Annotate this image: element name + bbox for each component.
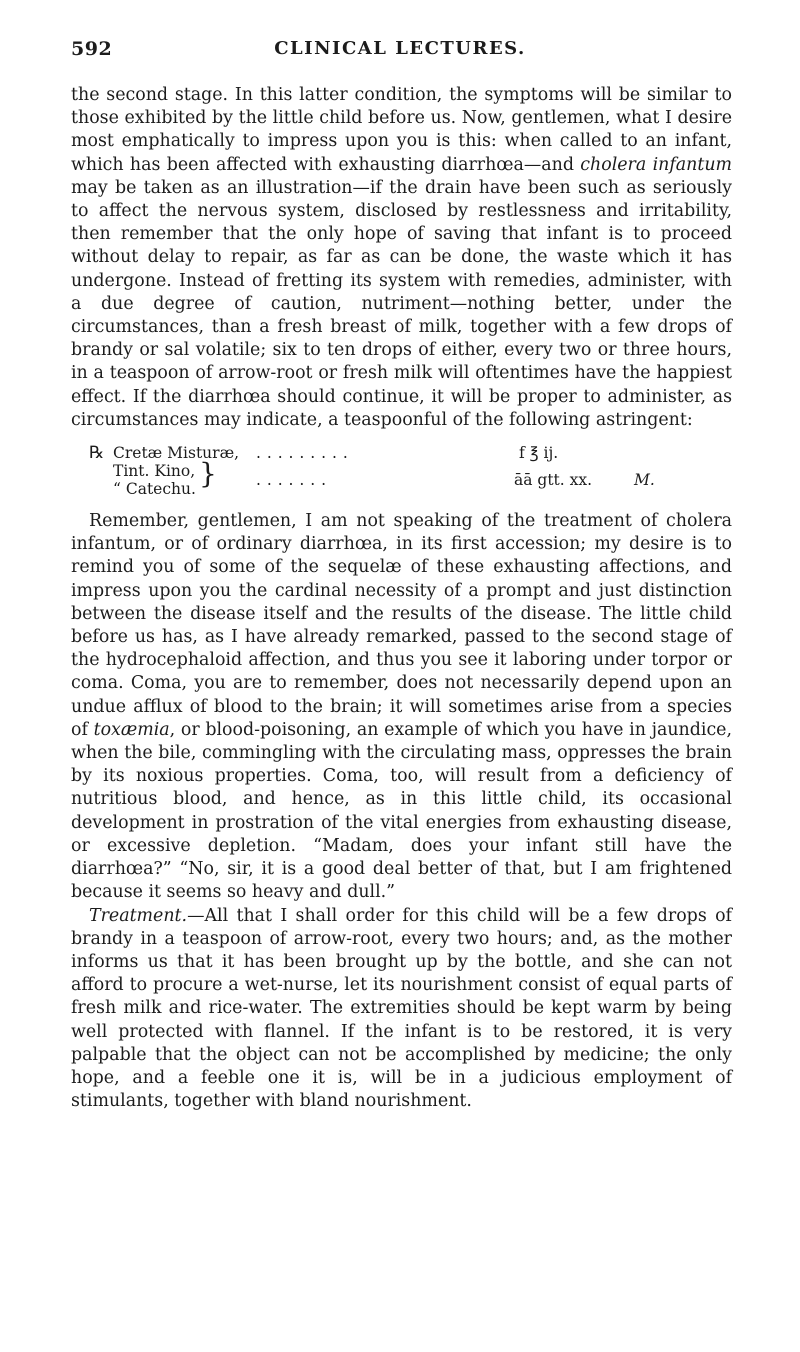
running-head: [0, 38, 800, 62]
prescription-drug-1: Cretæ Misturæ,: [113, 444, 240, 463]
paragraph-treatment: [71, 905, 732, 1114]
running-title: CLINICAL LECTURES.: [274, 38, 526, 59]
page-number: 592: [71, 38, 113, 60]
prescription-drug-3: “ Catechu.: [113, 480, 196, 499]
paragraph-1-text-a: the second stage. In this latter condition, the symptoms will be similar to those exhibited by the little child before us. Now, gentlemen, what I desire most emphatically to impress upon you is this: when called to an infant, which has been affected with exhausting diarrhœa—and: [71, 85, 732, 175]
prescription: [71, 438, 732, 502]
paragraph-1-text-b: may be taken as an illustration—if the drain have been such as seriously to affect the nervous system, disclosed by restlessness and irritability, then remember that the only hope of saving that infant is to proceed without delay to repair, as far as can be done, the waste which it has undergone. Instead of fretting its system with remedies, administer, with a due degree of caution, nutriment—nothing better, under the circumstances, than a fresh breast of milk, together with a few drops of brandy or sal volatile; six to ten drops of either, every two or three hours, in a teaspoon of arrow-root or fresh milk will oftentimes have the happiest effect. If the diarrhœa should continue, it will be proper to administer, as circumstances may indicate, a teaspoonful of the following astringent:: [71, 177, 732, 430]
paragraph-2-text-a: Remember, gentlemen, I am not speaking of the treatment of cholera infantum, or of ordinary diarrhœa, in its first accession; my desire is to remind you of some of the sequelæ of these exhausting affections, and impress upon you the cardinal necessity of a prompt and just distinction between the disease itself and the results of the disease. The little child before us has, as I have already remarked, passed to the second stage of the hydrocephaloid affection, and thus you see it laboring under torpor or coma. Coma, you are to remember, does not necessarily depend upon an undue afflux of blood to the brain; it will sometimes arise from a species of: [71, 511, 732, 740]
prescription-leader-2: . . . . . . .: [256, 471, 327, 490]
paragraph-remember: [71, 510, 732, 904]
paragraph-continued: [71, 84, 732, 432]
rx-symbol: ℞: [89, 443, 105, 464]
prescription-signa: M.: [634, 471, 655, 490]
prescription-dose-2: āā gtt. xx.: [514, 471, 593, 490]
term-cholera-infantum: cholera infantum: [580, 154, 733, 175]
paragraph-2-text-b: , or blood-poisoning, an example of which you have in jaundice, when the bile, commingling with the circulating mass, oppresses the brain by its noxious properties. Coma, too, will result from a deficiency of nutritious blood, and hence, as in this little child, its occasional development in prostration of the vital energies from exhausting disease, or excessive depletion. “Madam, does your infant still have the diarrhœa?” “No, sir, it is a good deal better of that, but I am frightened because it seems so heavy and dull.”: [71, 719, 732, 903]
treatment-heading: Treatment.: [89, 905, 188, 926]
prescription-drug-2: Tint. Kino,: [113, 462, 196, 481]
prescription-brace: }: [199, 457, 217, 491]
paragraph-3-text: —All that I shall order for this child will be a few drops of brandy in a teaspoon of arrow-root, every two hours; and, as the mother informs us that it has been brought up by the bottle, and she can not afford to procure a wet-nurse, let its nourishment consist of equal parts of fresh milk and rice-water. The extremities should be kept warm by being well protected with flannel. If the infant is to be restored, it is very palpable that the object can not be accomplished by medicine; the only hope, and a feeble one it is, will be in a judicious employment of stimulants, together with bland nourishment.: [71, 905, 732, 1112]
prescription-leader-1: . . . . . . . . .: [256, 444, 349, 463]
body-text: [71, 84, 732, 1113]
prescription-dose-1: f ℥ ij.: [519, 444, 559, 463]
term-toxaemia: toxæmia: [93, 719, 170, 740]
